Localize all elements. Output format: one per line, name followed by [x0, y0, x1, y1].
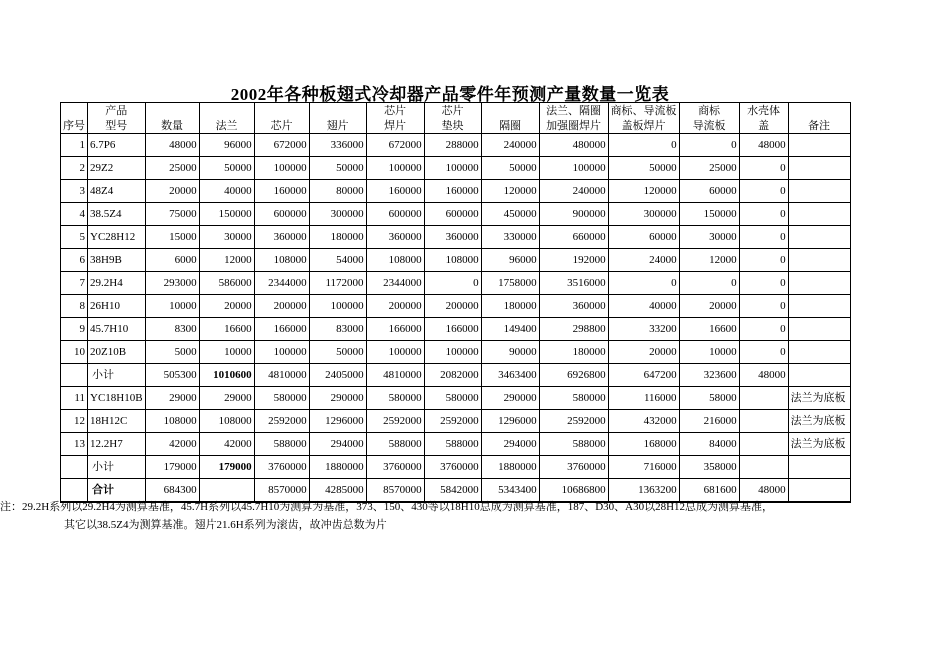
- cell-guide: 60000: [679, 180, 739, 203]
- cell-reinforce: 900000: [539, 203, 608, 226]
- cell-shell: 48000: [739, 364, 788, 387]
- header-cell: 商标、导流板: [608, 103, 679, 119]
- cell-ring: 330000: [481, 226, 539, 249]
- cell-remark: [788, 479, 850, 503]
- cell-reinforce: 480000: [539, 134, 608, 157]
- header-cell: 隔圈: [481, 118, 539, 134]
- cell-remark: [788, 134, 850, 157]
- cell-seq: 10: [61, 341, 88, 364]
- cell-weld: 580000: [366, 387, 424, 410]
- cell-model: 合计: [88, 479, 146, 503]
- cell-shell: 48000: [739, 134, 788, 157]
- cell-ring: 5343400: [481, 479, 539, 503]
- cell-weld: 672000: [366, 134, 424, 157]
- table-row: [61, 226, 851, 249]
- cell-remark: [788, 203, 850, 226]
- cell-shell: 0: [739, 272, 788, 295]
- cell-shell: 0: [739, 203, 788, 226]
- cell-reinforce: 660000: [539, 226, 608, 249]
- cell-ring: 290000: [481, 387, 539, 410]
- cell-fin: 100000: [309, 295, 366, 318]
- cell-model: 38.5Z4: [88, 203, 146, 226]
- cell-cover: 33200: [608, 318, 679, 341]
- cell-core: 160000: [254, 180, 309, 203]
- cell-qty: 42000: [145, 433, 199, 456]
- cell-reinforce: 192000: [539, 249, 608, 272]
- cell-model: 45.7H10: [88, 318, 146, 341]
- cell-flange: 16600: [199, 318, 254, 341]
- cell-guide: 30000: [679, 226, 739, 249]
- cell-fin: 180000: [309, 226, 366, 249]
- cell-pad: 166000: [424, 318, 481, 341]
- cell-core: 672000: [254, 134, 309, 157]
- cell-pad: 580000: [424, 387, 481, 410]
- cell-shell: 48000: [739, 479, 788, 503]
- table-row: [61, 272, 851, 295]
- header-cell: [61, 103, 88, 119]
- cell-ring: 90000: [481, 341, 539, 364]
- cell-weld: 8570000: [366, 479, 424, 503]
- cell-weld: 100000: [366, 341, 424, 364]
- cell-flange: 179000: [199, 456, 254, 479]
- cell-fin: 1172000: [309, 272, 366, 295]
- cell-cover: 647200: [608, 364, 679, 387]
- header-cell: 水壳体: [739, 103, 788, 119]
- cell-weld: 588000: [366, 433, 424, 456]
- cell-ring: 149400: [481, 318, 539, 341]
- cell-shell: 0: [739, 180, 788, 203]
- cell-core: 8570000: [254, 479, 309, 503]
- cell-model: 48Z4: [88, 180, 146, 203]
- cell-shell: [739, 387, 788, 410]
- cell-shell: [739, 433, 788, 456]
- cell-core: 2592000: [254, 410, 309, 433]
- cell-cover: 0: [608, 134, 679, 157]
- cell-reinforce: 180000: [539, 341, 608, 364]
- cell-pad: 5842000: [424, 479, 481, 503]
- cell-weld: 160000: [366, 180, 424, 203]
- header-cell: 盖: [739, 118, 788, 134]
- cell-seq: 7: [61, 272, 88, 295]
- cell-remark: [788, 157, 850, 180]
- cell-qty: 10000: [145, 295, 199, 318]
- header-cell: [254, 103, 309, 119]
- parts-forecast-table: [60, 102, 851, 503]
- cell-reinforce: 3516000: [539, 272, 608, 295]
- cell-remark: 法兰为底板: [788, 433, 850, 456]
- cell-seq: 11: [61, 387, 88, 410]
- header-cell: 加强圈焊片: [539, 118, 608, 134]
- header-row-bottom: [61, 118, 851, 134]
- cell-flange: 150000: [199, 203, 254, 226]
- cell-pad: 160000: [424, 180, 481, 203]
- cell-reinforce: 588000: [539, 433, 608, 456]
- cell-remark: [788, 456, 850, 479]
- cell-weld: 2344000: [366, 272, 424, 295]
- cell-cover: 50000: [608, 157, 679, 180]
- cell-weld: 4810000: [366, 364, 424, 387]
- cell-flange: 42000: [199, 433, 254, 456]
- cell-model: 29.2H4: [88, 272, 146, 295]
- cell-fin: 1880000: [309, 456, 366, 479]
- cell-pad: 360000: [424, 226, 481, 249]
- cell-seq: [61, 364, 88, 387]
- cell-shell: 0: [739, 157, 788, 180]
- cell-weld: 108000: [366, 249, 424, 272]
- cell-core: 580000: [254, 387, 309, 410]
- cell-guide: 0: [679, 272, 739, 295]
- cell-weld: 2592000: [366, 410, 424, 433]
- cell-fin: 336000: [309, 134, 366, 157]
- cell-seq: 9: [61, 318, 88, 341]
- cell-fin: 2405000: [309, 364, 366, 387]
- cell-model: YC28H12: [88, 226, 146, 249]
- cell-pad: 0: [424, 272, 481, 295]
- cell-qty: 179000: [145, 456, 199, 479]
- cell-guide: 216000: [679, 410, 739, 433]
- cell-weld: 3760000: [366, 456, 424, 479]
- subtotal-row: [61, 364, 851, 387]
- cell-ring: 1758000: [481, 272, 539, 295]
- cell-seq: 4: [61, 203, 88, 226]
- cell-remark: [788, 318, 850, 341]
- cell-fin: 290000: [309, 387, 366, 410]
- cell-qty: 108000: [145, 410, 199, 433]
- cell-pad: 200000: [424, 295, 481, 318]
- cell-guide: 84000: [679, 433, 739, 456]
- footnote-line-2: 其它以38.5Z4为测算基准。翅片21.6H系列为滚齿，故冲齿总数为片: [64, 519, 387, 531]
- header-cell: 法兰: [199, 118, 254, 134]
- header-cell: [481, 103, 539, 119]
- cell-pad: 2592000: [424, 410, 481, 433]
- cell-guide: 58000: [679, 387, 739, 410]
- cell-flange: 50000: [199, 157, 254, 180]
- cell-cover: 716000: [608, 456, 679, 479]
- footnote-line-1: 注：29.2H系列以29.2H4为测算基准，45.7H系列以45.7H10为测算为基准，373、150、430等以18H10总成为测算基准，187、D30、A30以28H12总成为测算基准，: [0, 501, 774, 513]
- cell-cover: 300000: [608, 203, 679, 226]
- cell-cover: 120000: [608, 180, 679, 203]
- cell-ring: 120000: [481, 180, 539, 203]
- cell-flange: 29000: [199, 387, 254, 410]
- header-cell: 翅片: [309, 118, 366, 134]
- cell-weld: 600000: [366, 203, 424, 226]
- cell-flange: 108000: [199, 410, 254, 433]
- cell-core: 166000: [254, 318, 309, 341]
- cell-core: 588000: [254, 433, 309, 456]
- cell-flange: 30000: [199, 226, 254, 249]
- header-cell: [199, 103, 254, 119]
- cell-pad: 600000: [424, 203, 481, 226]
- header-cell: 盖板焊片: [608, 118, 679, 134]
- cell-reinforce: 2592000: [539, 410, 608, 433]
- header-cell: 商标: [679, 103, 739, 119]
- cell-pad: 100000: [424, 341, 481, 364]
- header-cell: 芯片: [254, 118, 309, 134]
- cell-seq: 13: [61, 433, 88, 456]
- cell-qty: 75000: [145, 203, 199, 226]
- cell-weld: 100000: [366, 157, 424, 180]
- cell-pad: 3760000: [424, 456, 481, 479]
- cell-qty: 6000: [145, 249, 199, 272]
- cell-fin: 300000: [309, 203, 366, 226]
- cell-model: 小计: [88, 456, 146, 479]
- cell-qty: 48000: [145, 134, 199, 157]
- header-cell: 垫块: [424, 118, 481, 134]
- cell-flange: 12000: [199, 249, 254, 272]
- cell-weld: 166000: [366, 318, 424, 341]
- cell-pad: 2082000: [424, 364, 481, 387]
- cell-guide: 10000: [679, 341, 739, 364]
- cell-fin: 50000: [309, 157, 366, 180]
- cell-qty: 5000: [145, 341, 199, 364]
- cell-model: 6.7P6: [88, 134, 146, 157]
- cell-flange: 1010600: [199, 364, 254, 387]
- table-row: [61, 387, 851, 410]
- cell-reinforce: 240000: [539, 180, 608, 203]
- cell-model: 小计: [88, 364, 146, 387]
- cell-remark: [788, 272, 850, 295]
- cell-shell: [739, 410, 788, 433]
- cell-guide: 16600: [679, 318, 739, 341]
- cell-remark: 法兰为底板: [788, 387, 850, 410]
- cell-cover: 432000: [608, 410, 679, 433]
- cell-fin: 4285000: [309, 479, 366, 503]
- header-cell: 型号: [88, 118, 146, 134]
- cell-seq: 5: [61, 226, 88, 249]
- table-row: [61, 157, 851, 180]
- cell-guide: 0: [679, 134, 739, 157]
- cell-core: 200000: [254, 295, 309, 318]
- cell-ring: 50000: [481, 157, 539, 180]
- cell-fin: 294000: [309, 433, 366, 456]
- cell-cover: 168000: [608, 433, 679, 456]
- table-row: [61, 134, 851, 157]
- header-cell: 产品: [88, 103, 146, 119]
- cell-seq: 12: [61, 410, 88, 433]
- table-row: [61, 410, 851, 433]
- cell-guide: 20000: [679, 295, 739, 318]
- cell-model: 18H12C: [88, 410, 146, 433]
- cell-qty: 293000: [145, 272, 199, 295]
- cell-model: 20Z10B: [88, 341, 146, 364]
- cell-reinforce: 580000: [539, 387, 608, 410]
- cell-seq: 8: [61, 295, 88, 318]
- cell-reinforce: 100000: [539, 157, 608, 180]
- table-row: [61, 295, 851, 318]
- cell-reinforce: 360000: [539, 295, 608, 318]
- table-row: [61, 203, 851, 226]
- cell-model: YC18H10B: [88, 387, 146, 410]
- cell-reinforce: 6926800: [539, 364, 608, 387]
- cell-flange: 96000: [199, 134, 254, 157]
- cell-flange: 586000: [199, 272, 254, 295]
- cell-model: 38H9B: [88, 249, 146, 272]
- cell-ring: 240000: [481, 134, 539, 157]
- cell-fin: 83000: [309, 318, 366, 341]
- cell-qty: 20000: [145, 180, 199, 203]
- cell-flange: 40000: [199, 180, 254, 203]
- cell-seq: 3: [61, 180, 88, 203]
- header-cell: [788, 103, 850, 119]
- header-cell: 芯片: [424, 103, 481, 119]
- cell-ring: 180000: [481, 295, 539, 318]
- cell-guide: 150000: [679, 203, 739, 226]
- cell-remark: [788, 364, 850, 387]
- cell-ring: 450000: [481, 203, 539, 226]
- cell-core: 100000: [254, 157, 309, 180]
- cell-reinforce: 298800: [539, 318, 608, 341]
- table-row: [61, 249, 851, 272]
- cell-ring: 1880000: [481, 456, 539, 479]
- cell-ring: 96000: [481, 249, 539, 272]
- cell-seq: [61, 456, 88, 479]
- table-row: [61, 180, 851, 203]
- cell-cover: 1363200: [608, 479, 679, 503]
- cell-core: 2344000: [254, 272, 309, 295]
- cell-ring: 294000: [481, 433, 539, 456]
- cell-reinforce: 10686800: [539, 479, 608, 503]
- cell-shell: 0: [739, 295, 788, 318]
- cell-weld: 360000: [366, 226, 424, 249]
- subtotal-row: [61, 456, 851, 479]
- cell-shell: 0: [739, 318, 788, 341]
- cell-qty: 684300: [145, 479, 199, 503]
- cell-ring: 1296000: [481, 410, 539, 433]
- page-title: 2002年各种板翅式冷却器产品零件年预测产量数量一览表: [230, 85, 670, 104]
- header-cell: 序号: [61, 118, 88, 134]
- cell-shell: [739, 456, 788, 479]
- table-row: [61, 433, 851, 456]
- cell-guide: 323600: [679, 364, 739, 387]
- cell-model: 29Z2: [88, 157, 146, 180]
- cell-core: 100000: [254, 341, 309, 364]
- cell-seq: 1: [61, 134, 88, 157]
- cell-guide: 12000: [679, 249, 739, 272]
- cell-cover: 116000: [608, 387, 679, 410]
- cell-remark: [788, 341, 850, 364]
- cell-seq: 2: [61, 157, 88, 180]
- cell-flange: 20000: [199, 295, 254, 318]
- cell-fin: 1296000: [309, 410, 366, 433]
- cell-ring: 3463400: [481, 364, 539, 387]
- cell-seq: 6: [61, 249, 88, 272]
- cell-remark: [788, 226, 850, 249]
- cell-remark: [788, 180, 850, 203]
- header-cell: 芯片: [366, 103, 424, 119]
- cell-qty: 15000: [145, 226, 199, 249]
- header-cell: [309, 103, 366, 119]
- cell-weld: 200000: [366, 295, 424, 318]
- table-row: [61, 318, 851, 341]
- cell-pad: 288000: [424, 134, 481, 157]
- header-cell: 导流板: [679, 118, 739, 134]
- header-cell: 焊片: [366, 118, 424, 134]
- cell-remark: [788, 295, 850, 318]
- cell-core: 108000: [254, 249, 309, 272]
- cell-fin: 50000: [309, 341, 366, 364]
- cell-core: 4810000: [254, 364, 309, 387]
- cell-guide: 358000: [679, 456, 739, 479]
- cell-qty: 8300: [145, 318, 199, 341]
- cell-pad: 100000: [424, 157, 481, 180]
- cell-qty: 29000: [145, 387, 199, 410]
- cell-guide: 25000: [679, 157, 739, 180]
- header-cell: 法兰、隔圈: [539, 103, 608, 119]
- cell-core: 600000: [254, 203, 309, 226]
- cell-remark: [788, 249, 850, 272]
- cell-model: 12.2H7: [88, 433, 146, 456]
- cell-qty: 505300: [145, 364, 199, 387]
- cell-fin: 54000: [309, 249, 366, 272]
- cell-qty: 25000: [145, 157, 199, 180]
- cell-cover: 0: [608, 272, 679, 295]
- cell-shell: 0: [739, 249, 788, 272]
- cell-flange: 10000: [199, 341, 254, 364]
- cell-core: 3760000: [254, 456, 309, 479]
- cell-cover: 24000: [608, 249, 679, 272]
- header-cell: [145, 103, 199, 119]
- cell-fin: 80000: [309, 180, 366, 203]
- cell-model: 26H10: [88, 295, 146, 318]
- cell-shell: 0: [739, 226, 788, 249]
- table-row: [61, 341, 851, 364]
- cell-cover: 60000: [608, 226, 679, 249]
- header-row-top: [61, 103, 851, 119]
- cell-shell: 0: [739, 341, 788, 364]
- cell-pad: 108000: [424, 249, 481, 272]
- header-cell: 数量: [145, 118, 199, 134]
- cell-cover: 40000: [608, 295, 679, 318]
- cell-cover: 20000: [608, 341, 679, 364]
- cell-guide: 681600: [679, 479, 739, 503]
- header-cell: 备注: [788, 118, 850, 134]
- cell-remark: 法兰为底板: [788, 410, 850, 433]
- cell-reinforce: 3760000: [539, 456, 608, 479]
- cell-pad: 588000: [424, 433, 481, 456]
- cell-core: 360000: [254, 226, 309, 249]
